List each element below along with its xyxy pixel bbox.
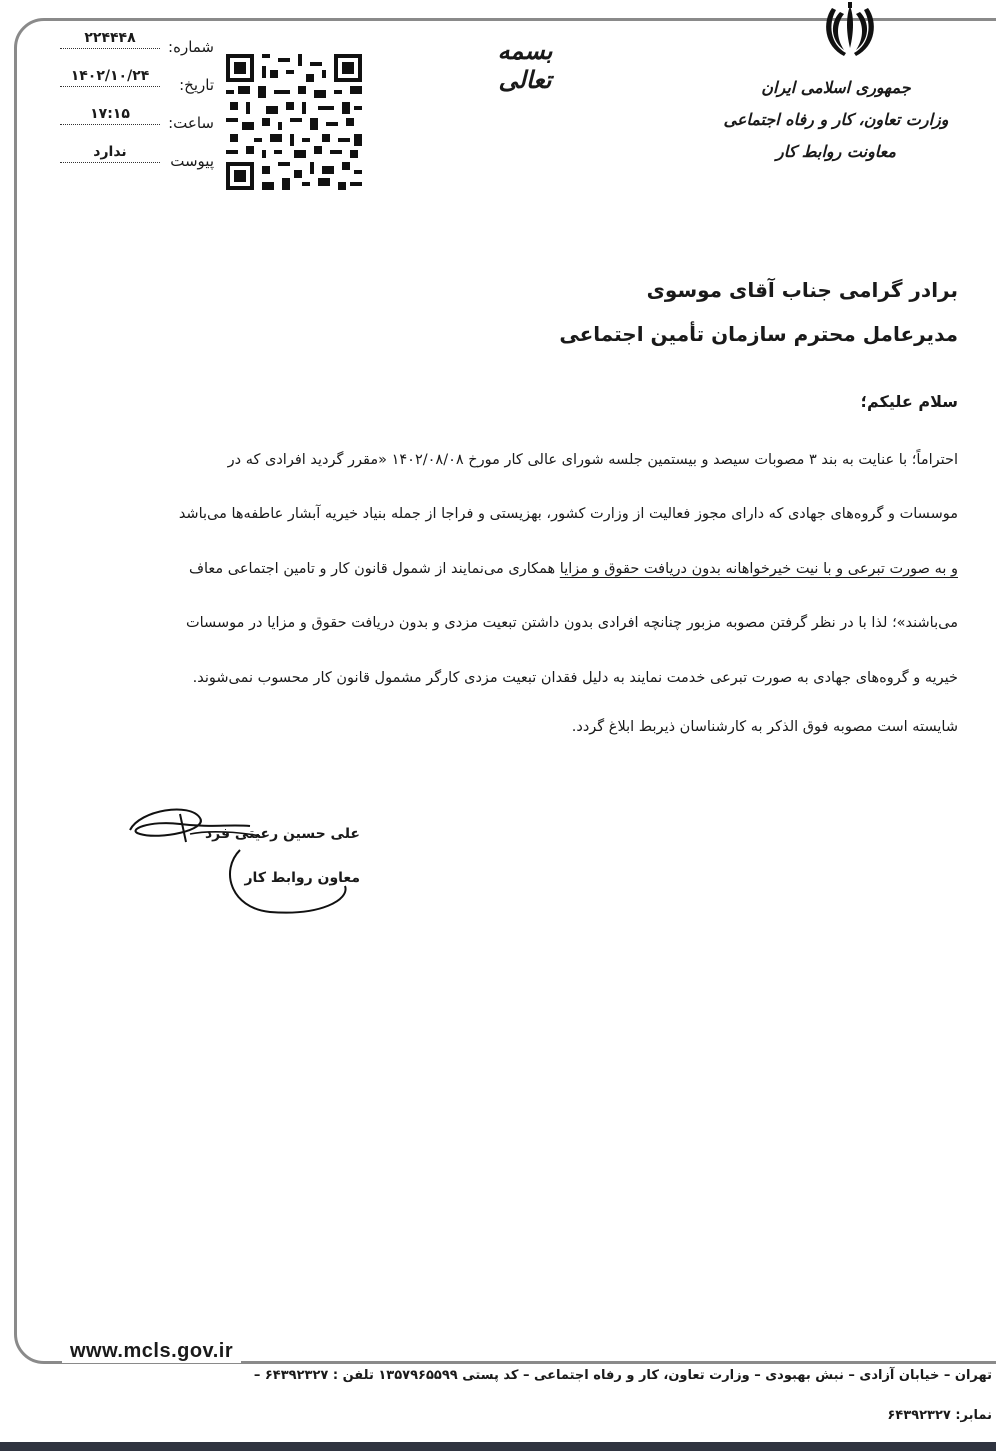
body-line: احتراماً؛ با عنایت به بند ۳ مصوبات سیصد و بیستمین جلسه شورای عالی کار مورخ ۱۴۰۲/۰۸/۰۸ «مقرر گردید افرادی که در [227, 452, 958, 468]
footer-fax: نمابر: ۶۴۳۹۲۳۲۷ [887, 1408, 992, 1423]
body-line: شایسته است مصوبه فوق الذکر به کارشناسان ذیربط ابلاغ گردد. [571, 719, 958, 736]
meta-date-value: ۱۴۰۲/۱۰/۲۴ [60, 68, 160, 87]
signer-title: معاون روابط کار [244, 870, 360, 886]
meta-date-label: تاریخ: [179, 76, 214, 94]
ministry-line-ministry: وزارت تعاون، کار و رفاه اجتماعی [723, 110, 949, 129]
meta-attachment-label: پیوست [170, 152, 214, 170]
body-line: خیریه و گروه‌های جهادی به صورت تبرعی خدمت نمایند به دلیل فقدان تبعیت مزدی کارگر مشمول قانون کار محسوب نمی‌شوند. [192, 669, 958, 686]
addressee-title: مدیرعامل محترم سازمان تأمین اجتماعی [559, 322, 958, 346]
meta-attachment [56, 146, 216, 184]
website-url: www.mcls.gov.ir [62, 1340, 241, 1363]
addressee-name: برادر گرامی جناب آقای موسوی [646, 278, 958, 302]
body-line-rest: همکاری می‌نمایند از شمول قانون کار و تامین اجتماعی معاف [188, 560, 560, 577]
meta-number-value: ۲۲۴۴۴۸ [60, 30, 160, 49]
footer-address: تهران – خیابان آزادی – نبش بهبودی – وزارت تعاون، کار و رفاه اجتماعی – کد پستی ۱۳۵۷۹۶۵۵۹۹ تلفن : ۶۴۳۹۲۳۲۷ – [253, 1368, 992, 1383]
bismillah: بسمه تعالی [497, 36, 553, 94]
meta-number [56, 32, 216, 70]
meta-time-label: ساعت: [168, 114, 214, 132]
body-line: موسسات و گروه‌های جهادی که دارای مجوز فعالیت از وزارت کشور، بهزیستی و فراجا از جمله بنیاد خیریه آبشار عاطفه‌ها می‌باشد [178, 506, 958, 523]
ministry-line-country: جمهوری اسلامی ایران [761, 78, 911, 97]
meta-time [56, 108, 216, 146]
meta-number-label: شماره: [168, 38, 214, 56]
letter-body [36, 433, 958, 749]
ministry-line-deputy: معاونت روابط کار [776, 142, 896, 161]
bottom-bar [0, 1442, 996, 1451]
meta-date [56, 70, 216, 108]
signer-name: علی حسین رعیتی فرد [205, 826, 360, 842]
underlined-phrase: و به صورت تبرعی و با نیت خیرخواهانه بدون دریافت حقوق و مزایا [559, 560, 958, 577]
body-line [36, 542, 958, 596]
meta-time-value: ۱۷:۱۵ [60, 106, 160, 125]
greeting: سلام علیکم؛ [860, 392, 958, 411]
iran-emblem-icon [822, 2, 878, 60]
letter-metadata [56, 32, 216, 184]
ministry-header [706, 72, 966, 168]
body-line: می‌باشند»؛ لذا با در نظر گرفتن مصوبه مزبور چنانچه افرادی بدون داشتن تبعیت مزدی و بدون دریافت حقوق و مزایا در موسسات [185, 615, 958, 632]
addressee [438, 268, 958, 356]
qr-code-icon [226, 54, 362, 190]
signature-block [150, 812, 360, 900]
meta-attachment-value: ندارد [60, 144, 160, 163]
